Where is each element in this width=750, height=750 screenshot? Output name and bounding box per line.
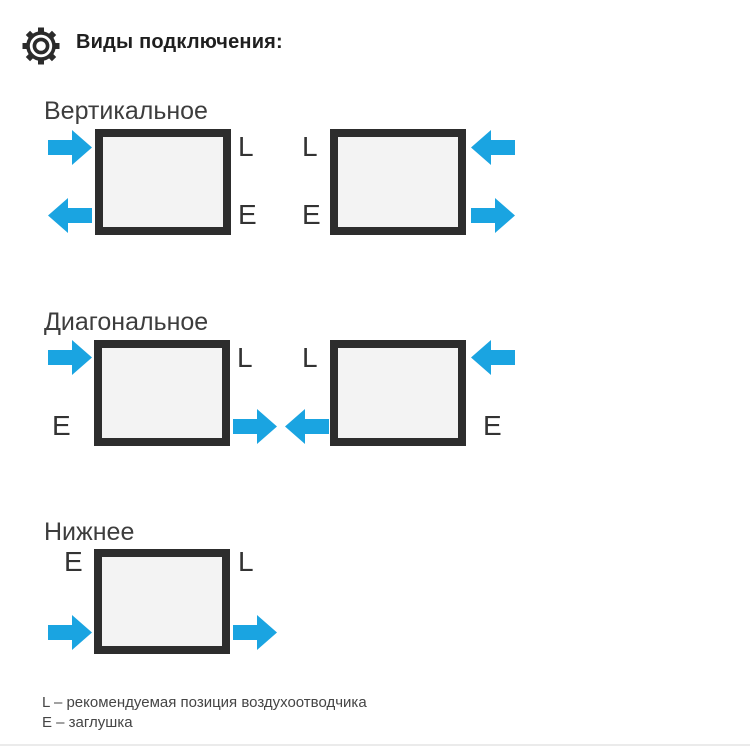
section-title-diagonal: Диагональное <box>44 308 209 336</box>
radiator-rect <box>95 129 231 235</box>
flow-arrow-left-icon <box>471 130 515 165</box>
flow-arrow-right-icon <box>48 340 92 375</box>
gear-icon <box>21 26 61 66</box>
section-title-vertical: Вертикальное <box>44 97 208 125</box>
section-title-bottom: Нижнее <box>44 518 135 546</box>
label-air-vent: L <box>237 342 253 373</box>
label-plug: E <box>483 410 502 441</box>
bottom-divider <box>0 744 750 746</box>
flow-arrow-left-icon <box>285 409 329 444</box>
flow-arrow-right-icon <box>48 130 92 165</box>
label-plug: E <box>238 199 257 230</box>
flow-arrow-left-icon <box>471 340 515 375</box>
label-plug: E <box>302 199 321 230</box>
flow-arrow-right-icon <box>233 409 277 444</box>
page-title: Виды подключения: <box>76 31 283 53</box>
radiator-rect <box>330 340 466 446</box>
label-air-vent: L <box>238 546 254 577</box>
label-air-vent: L <box>302 131 318 162</box>
label-air-vent: L <box>302 342 318 373</box>
legend-line-plug: E – заглушка <box>42 714 133 731</box>
radiator-rect <box>94 340 230 446</box>
legend-line-air-vent: L – рекомендуемая позиция воздухоотводчика <box>42 694 367 711</box>
radiator-rect <box>94 549 230 654</box>
flow-arrow-right-icon <box>233 615 277 650</box>
label-plug: E <box>64 546 83 577</box>
label-air-vent: L <box>238 131 254 162</box>
flow-arrow-left-icon <box>48 198 92 233</box>
flow-arrow-right-icon <box>48 615 92 650</box>
flow-arrow-right-icon <box>471 198 515 233</box>
radiator-rect <box>330 129 466 235</box>
label-plug: E <box>52 410 71 441</box>
